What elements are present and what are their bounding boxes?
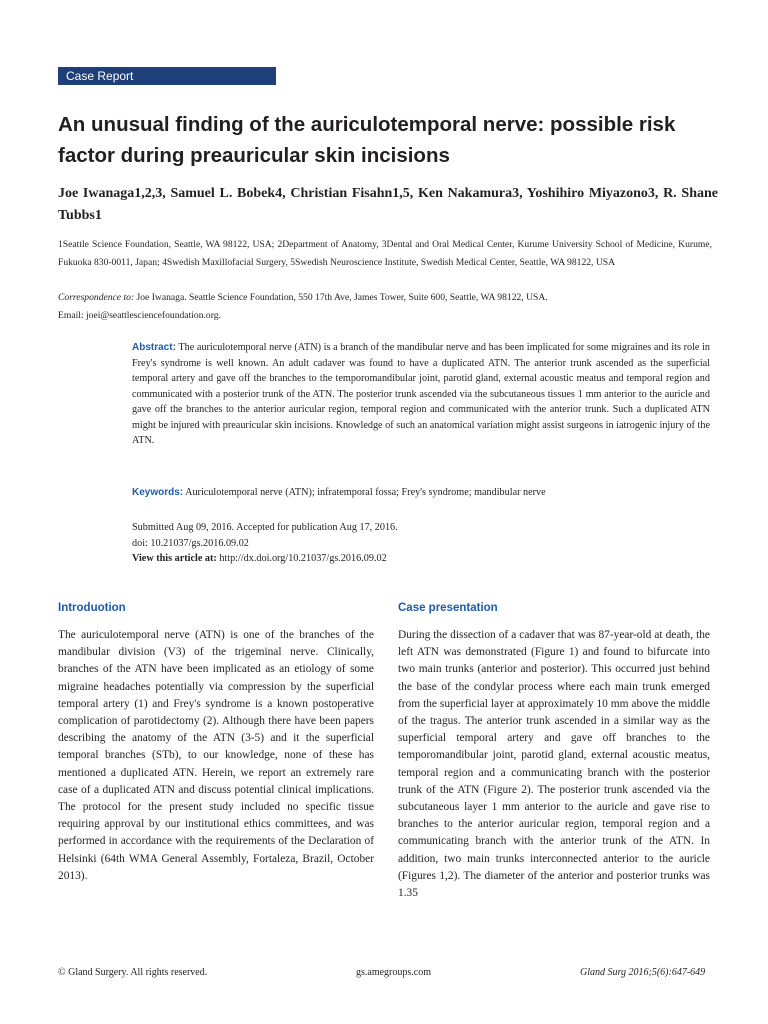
view-article-line [132, 551, 710, 567]
submission-dates: Submitted Aug 09, 2016. Accepted for publication Aug 17, 2016. [132, 522, 398, 533]
correspondence-block [58, 289, 712, 324]
footer-site[interactable]: gs.amegroups.com [356, 967, 431, 978]
footer-copyright: © Gland Surgery. All rights reserved. [58, 967, 208, 978]
case-presentation-text: During the dissection of a cadaver that was 87-year-old at death, the left ATN was demonstrated (Figure 1) and found to bifurcate into two main trunks (anterior and posterior). This occurred just behind the base of the condylar process where each main trunk emerged from the superficial layer at approximately 10 mm above the middle of the tragus. The anterior trunk ascended in a similar way as the superficial temporal artery and gave off branches to the temporomandibular joint, parotid gland, external acoustic meatus, temporal region and a communicating branch with the posterior trunk of the ATN (Figure 2). The posterior trunk ascended via the subcutaneous layer 1 mm anterior to the auricle and gave rise to branches to the anterior auricular region, temporal region and a communicating branch with the anterior trunk of the ATN. In addition, two main trunks interconnected anterior to the auricle (Figures 1,2). The diameter of the anterior and posterior trunks was 1.35 [398, 629, 710, 900]
introduction-heading: Introduotion [58, 602, 126, 614]
article-meta [132, 520, 710, 567]
affiliations: 1Seattle Science Foundation, Seattle, WA 98122, USA; 2Department of Anatomy, 3Dental and Oral Medical Center, Kurume University School of Medicine, Kurume, Fukuoka 830-0011, Japan; 4Swedish Maxillofacial Surgery, 5Swedish Neuroscience Institute, Swedish Medical Center, Seattle, WA 98122, USA [58, 239, 712, 268]
doi: doi: 10.21037/gs.2016.09.02 [132, 537, 249, 549]
keywords [132, 485, 710, 500]
abstract-label: Abstract: [132, 342, 176, 353]
abstract [132, 340, 710, 449]
view-article-link[interactable]: http://dx.doi.org/10.21037/gs.2016.09.02 [219, 553, 387, 564]
article-title: An unusual finding of the auriculotemporal nerve: possible risk factor during preauricular skin incisions [58, 113, 676, 167]
article-type-badge: Case Report [58, 67, 276, 85]
view-article-label: View this article at: [132, 553, 217, 564]
case-presentation-heading: Case presentation [398, 602, 498, 614]
keywords-label: Keywords: [132, 487, 184, 498]
footer-citation: Gland Surg 2016;5(6):647-649 [580, 967, 706, 978]
introduction-text: The auriculotemporal nerve (ATN) is one of the branches of the mandibular division (V3) of the trigeminal nerve. Clinically, branches of the ATN have been implicated as an etiology of some migraine headaches potentially via compression by the superficial temporal artery (1) and Frey's syndrome is a known postoperative complication of parotidectomy (2). Although there have been papers describing the anatomy of the ATN (3-5) and it the superficial temporal branches (STb), to our knowledge, none of these has mentioned a duplicated ATN. Herein, we report an extremely rare case of a duplicated ATN and discuss potential clinical implications. The protocol for the present study included no specific tissue requiring approval by our institutional ethics committees, and was performed in accordance with the requirements of the Declaration of Helsinki (64th WMA General Assembly, Fortaleza, Brazil, October 2013). [58, 629, 374, 882]
keywords-text: Auriculotemporal nerve (ATN); infratemporal fossa; Frey's syndrome; mandibular nerve [185, 487, 546, 498]
correspondence-label: Correspondence to: [58, 292, 135, 303]
author-list: Joe Iwanaga1,2,3, Samuel L. Bobek4, Christian Fisahn1,5, Ken Nakamura3, Yoshihiro Miyazono3, R. Shane Tubbs1 [58, 186, 718, 223]
correspondence-text: Joe Iwanaga. Seattle Science Foundation, 550 17th Ave, James Tower, Suite 600, Seattle, WA 98122, USA. [136, 292, 548, 303]
correspondence-email[interactable]: Email: joei@seattlesciencefoundation.org. [58, 309, 221, 321]
abstract-text: The auriculotemporal nerve (ATN) is a branch of the mandibular nerve and has been implicated for some migraines and its role in Frey's syndrome is well known. An adult cadaver was found to have a duplicated ATN. The anterior trunk ascended as the superficial temporal artery and gave off the branches to the temporomandibular joint, parotid gland, external acoustic meatus and temporal region and communicated with a posterior trunk of the ATN. The posterior trunk ascended via the subcutaneous tissues 1 mm anterior to the auricle and gave off the branches to the anterior auricular region, temporal region and communicated with the anterior trunk. Such a duplicated ATN might be injured with preauricular skin incisions. Knowledge of such an anatomical variation might assist surgeons in iatrogenic injury of the ATN. [132, 342, 710, 446]
